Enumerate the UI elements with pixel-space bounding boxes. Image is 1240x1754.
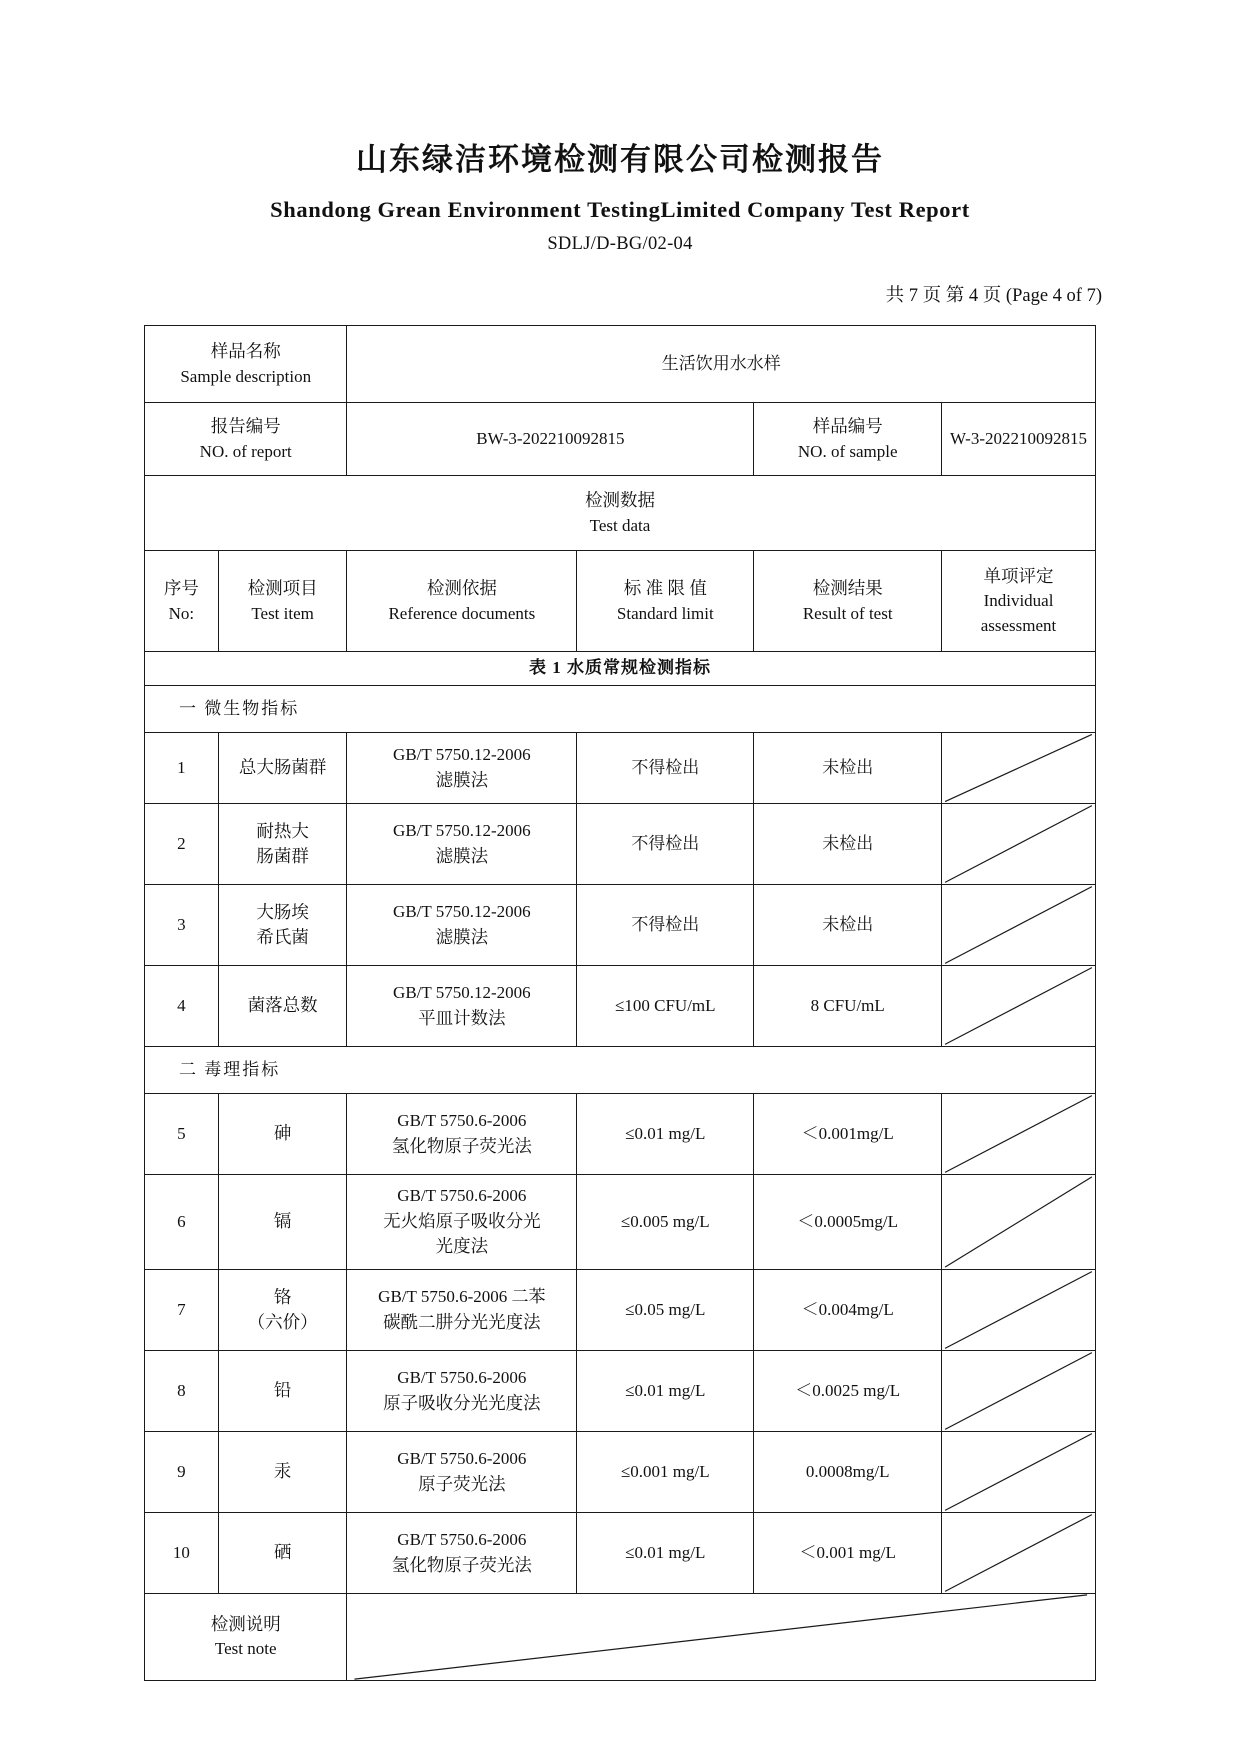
cell-no: 8 xyxy=(145,1351,219,1432)
cell-no: 10 xyxy=(145,1513,219,1594)
cell-no: 9 xyxy=(145,1432,219,1513)
cell-no: 2 xyxy=(145,804,219,885)
column-header-reference: 检测依据 Reference documents xyxy=(347,551,577,652)
cell-standard: ≤0.01 mg/L xyxy=(577,1094,754,1175)
table-section-title: 表 1 水质常规检测指标 xyxy=(145,652,1096,686)
cell-standard: ≤0.05 mg/L xyxy=(577,1270,754,1351)
sample-description-row xyxy=(145,326,1096,403)
cell-result: ＜0.004mg/L xyxy=(754,1270,942,1351)
report-header xyxy=(0,0,1240,255)
table-row xyxy=(145,1094,1096,1175)
cell-assessment-blank xyxy=(942,1513,1096,1594)
cell-result: ＜0.001 mg/L xyxy=(754,1513,942,1594)
column-header-no: 序号 No: xyxy=(145,551,219,652)
table-row xyxy=(145,1175,1096,1270)
cell-reference: GB/T 5750.6-2006 原子荧光法 xyxy=(347,1432,577,1513)
cell-result: 未检出 xyxy=(754,733,942,804)
test-report-table xyxy=(144,325,1096,1681)
test-note-value xyxy=(347,1594,1096,1681)
cell-no: 7 xyxy=(145,1270,219,1351)
cell-no: 1 xyxy=(145,733,219,804)
cell-reference: GB/T 5750.12-2006 平皿计数法 xyxy=(347,966,577,1047)
cell-result: ＜0.001mg/L xyxy=(754,1094,942,1175)
cell-item: 铬 （六价） xyxy=(218,1270,347,1351)
column-header-row xyxy=(145,551,1096,652)
cell-standard: 不得检出 xyxy=(577,885,754,966)
cell-reference: GB/T 5750.12-2006 滤膜法 xyxy=(347,804,577,885)
table-row xyxy=(145,804,1096,885)
sample-description-label: 样品名称 Sample description xyxy=(145,326,347,403)
cell-item: 耐热大 肠菌群 xyxy=(218,804,347,885)
test-data-heading-row xyxy=(145,476,1096,551)
cell-standard: ≤100 CFU/mL xyxy=(577,966,754,1047)
cell-assessment-blank xyxy=(942,966,1096,1047)
table-row xyxy=(145,1351,1096,1432)
column-header-assessment: 单项评定 Individual assessment xyxy=(942,551,1096,652)
cell-no: 3 xyxy=(145,885,219,966)
cell-standard: ≤0.01 mg/L xyxy=(577,1351,754,1432)
test-note-row xyxy=(145,1594,1096,1681)
cell-assessment-blank xyxy=(942,1094,1096,1175)
column-header-result: 检测结果 Result of test xyxy=(754,551,942,652)
cell-assessment-blank xyxy=(942,1270,1096,1351)
report-title-cn: 山东绿洁环境检测有限公司检测报告 xyxy=(356,142,884,177)
document-code: SDLJ/D-BG/02-04 xyxy=(547,234,693,255)
cell-result: 未检出 xyxy=(754,804,942,885)
cell-reference: GB/T 5750.12-2006 滤膜法 xyxy=(347,885,577,966)
cell-item: 硒 xyxy=(218,1513,347,1594)
test-data-heading: 检测数据 Test data xyxy=(145,476,1096,551)
report-number-row xyxy=(145,403,1096,476)
cell-item: 汞 xyxy=(218,1432,347,1513)
report-number-label: 报告编号 NO. of report xyxy=(145,403,347,476)
table-row xyxy=(145,885,1096,966)
sample-number-value: W-3-202210092815 xyxy=(942,403,1096,476)
cell-standard: ≤0.001 mg/L xyxy=(577,1432,754,1513)
cell-result: ＜0.0025 mg/L xyxy=(754,1351,942,1432)
cell-assessment-blank xyxy=(942,1351,1096,1432)
group-row-toxicology xyxy=(145,1047,1096,1094)
report-title-en: Shandong Grean Environment TestingLimited Company Test Report xyxy=(270,197,970,223)
cell-item: 铅 xyxy=(218,1351,347,1432)
cell-item: 大肠埃 希氏菌 xyxy=(218,885,347,966)
cell-item: 镉 xyxy=(218,1175,347,1270)
cell-reference: GB/T 5750.12-2006 滤膜法 xyxy=(347,733,577,804)
table-row xyxy=(145,733,1096,804)
cell-no: 6 xyxy=(145,1175,219,1270)
table-row xyxy=(145,1270,1096,1351)
sample-number-label: 样品编号 NO. of sample xyxy=(754,403,942,476)
table-row xyxy=(145,1513,1096,1594)
cell-assessment-blank xyxy=(942,804,1096,885)
column-header-standard: 标 准 限 值 Standard limit xyxy=(577,551,754,652)
cell-reference: GB/T 5750.6-2006 二苯 碳酰二肼分光光度法 xyxy=(347,1270,577,1351)
cell-item: 总大肠菌群 xyxy=(218,733,347,804)
column-header-item: 检测项目 Test item xyxy=(218,551,347,652)
cell-assessment-blank xyxy=(942,1432,1096,1513)
cell-assessment-blank xyxy=(942,1175,1096,1270)
cell-standard: ≤0.005 mg/L xyxy=(577,1175,754,1270)
page-counter: 共 7 页 第 4 页 (Page 4 of 7) xyxy=(885,286,1102,307)
cell-no: 5 xyxy=(145,1094,219,1175)
cell-standard: 不得检出 xyxy=(577,733,754,804)
cell-result: 8 CFU/mL xyxy=(754,966,942,1047)
cell-standard: 不得检出 xyxy=(577,804,754,885)
cell-assessment-blank xyxy=(942,733,1096,804)
sample-description-value: 生活饮用水水样 xyxy=(347,326,1096,403)
cell-standard: ≤0.01 mg/L xyxy=(577,1513,754,1594)
cell-item: 砷 xyxy=(218,1094,347,1175)
cell-item: 菌落总数 xyxy=(218,966,347,1047)
cell-no: 4 xyxy=(145,966,219,1047)
table-row xyxy=(145,966,1096,1047)
cell-reference: GB/T 5750.6-2006 原子吸收分光光度法 xyxy=(347,1351,577,1432)
group-row-microbiology xyxy=(145,686,1096,733)
table-section-title-row xyxy=(145,652,1096,686)
cell-result: ＜0.0005mg/L xyxy=(754,1175,942,1270)
cell-reference: GB/T 5750.6-2006 氢化物原子荧光法 xyxy=(347,1094,577,1175)
cell-assessment-blank xyxy=(942,885,1096,966)
group-label: 一 微生物指标 xyxy=(145,686,1096,733)
report-number-value: BW-3-202210092815 xyxy=(347,403,754,476)
group-label: 二 毒理指标 xyxy=(145,1047,1096,1094)
cell-result: 未检出 xyxy=(754,885,942,966)
cell-result: 0.0008mg/L xyxy=(754,1432,942,1513)
cell-reference: GB/T 5750.6-2006 氢化物原子荧光法 xyxy=(347,1513,577,1594)
cell-reference: GB/T 5750.6-2006 无火焰原子吸收分光 光度法 xyxy=(347,1175,577,1270)
test-note-label: 检测说明 Test note xyxy=(145,1594,347,1681)
table-row xyxy=(145,1432,1096,1513)
